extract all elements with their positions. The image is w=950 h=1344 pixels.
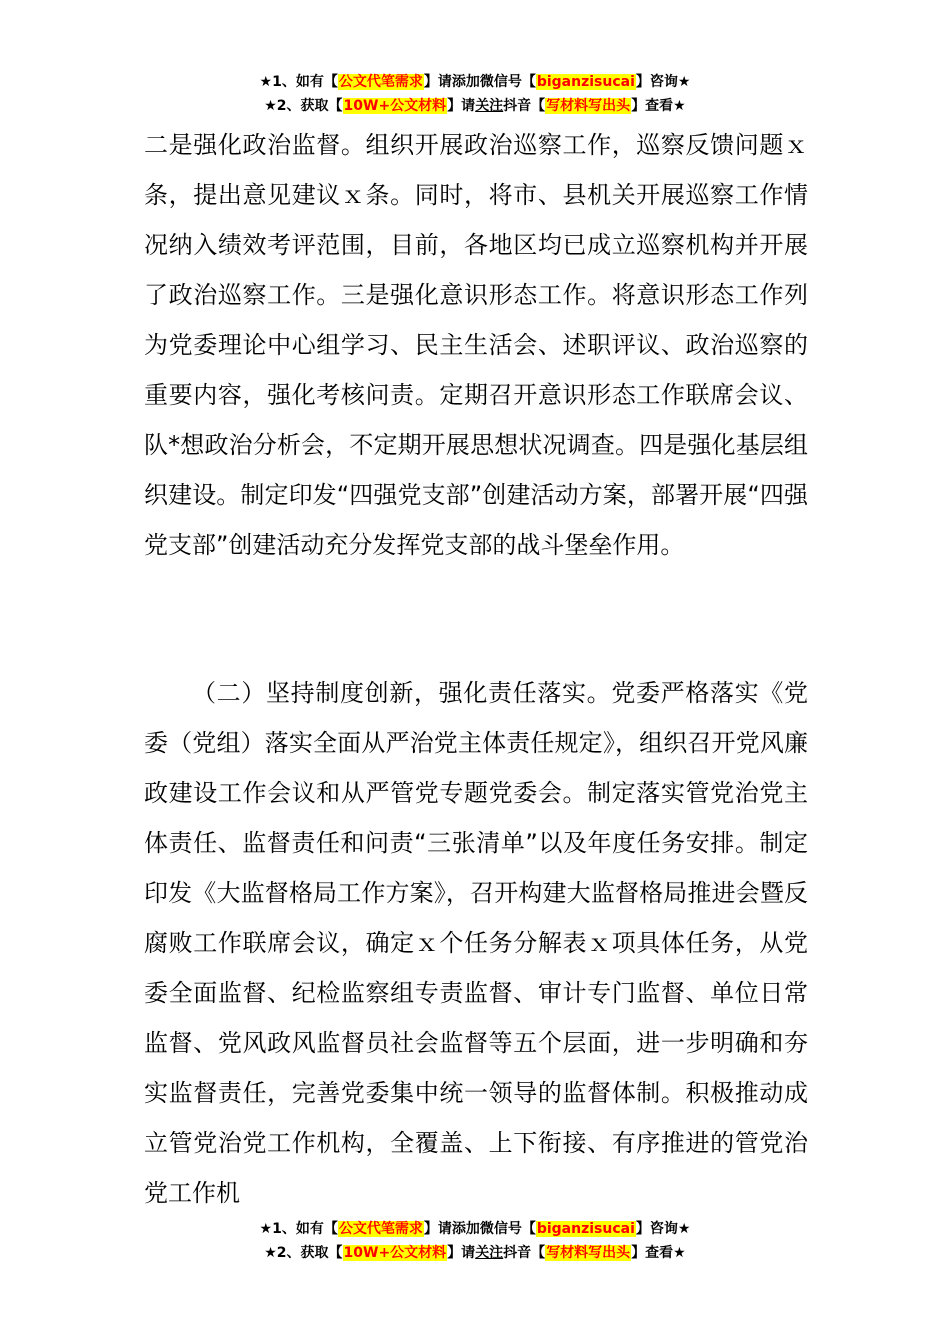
banner-text: 】请 [447, 98, 476, 114]
header-banner [0, 70, 950, 118]
banner-line-2 [0, 94, 950, 118]
banner-text: 】请 [423, 74, 452, 90]
banner-emphasis: 添加 [451, 1221, 480, 1237]
banner-text: ★2、获取【 [264, 1245, 343, 1261]
highlight-service: 公文代笔需求 [338, 74, 423, 90]
banner-text: 】请 [423, 1221, 452, 1237]
banner-emphasis: 添加 [451, 74, 480, 90]
banner-text: ★2、获取【 [264, 98, 343, 114]
banner-text: 】咨询★ [635, 1221, 691, 1237]
banner-text: 】查看★ [631, 1245, 686, 1261]
footer-banner [0, 1217, 950, 1265]
highlight-materials: 10W+公文材料 [343, 1245, 447, 1261]
banner-text: 微信号【 [479, 1221, 536, 1237]
body-paragraph: （二）坚持制度创新，强化责任落实。党委严格落实《党委（党组）落实全面从严治党主体责任规定》，组织召开党风廉政建设工作会议和从严管党专题党委会。制定落实管党治党主体责任、监督责任和问责“三张清单”以及年度任务安排。制定印发《大监督格局工作方案》，召开构建大监督格局推进会暨反腐败工作联席会议，确定ｘ个任务分解表ｘ项具体任务，从党委全面监督、纪检监察组专责监督、审计专门监督、单位日常监督、党风政风监督员社会监督等五个层面，进一步明确和夯实监督责任，完善党委集中统一领导的监督体制。积极推动成立管党治党工作机构，全覆盖、上下衔接、有序推进的管党治党工作机 [144, 679, 808, 1207]
banner-line-2 [0, 1241, 950, 1265]
banner-text: ★1、如有【 [259, 1221, 338, 1237]
highlight-douyin-account: 写材料写出头 [546, 1245, 631, 1261]
banner-text: 抖音【 [503, 1245, 546, 1261]
banner-emphasis: 关注 [475, 98, 504, 114]
highlight-wechat-id: biganzisucai [536, 1221, 635, 1237]
highlight-service: 公文代笔需求 [338, 1221, 423, 1237]
banner-text: 微信号【 [479, 74, 536, 90]
banner-text: 】咨询★ [635, 74, 691, 90]
banner-line-1 [0, 70, 950, 94]
banner-text: 】查看★ [631, 98, 686, 114]
highlight-wechat-id: biganzisucai [536, 74, 635, 90]
banner-emphasis: 关注 [475, 1245, 504, 1261]
banner-line-1 [0, 1217, 950, 1241]
banner-text: 抖音【 [503, 98, 546, 114]
banner-text: ★1、如有【 [259, 74, 338, 90]
highlight-materials: 10W+公文材料 [343, 98, 447, 114]
body-paragraph: 二是强化政治监督。组织开展政治巡察工作，巡察反馈问题ｘ条，提出意见建议ｘ条。同时，将市、县机关开展巡察工作情况纳入绩效考评范围，目前，各地区均已成立巡察机构并开展了政治巡察工作。三是强化意识形态工作。将意识形态工作列为党委理论中心组学习、民主生活会、述职评议、政治巡察的重要内容，强化考核问责。定期召开意识形态工作联席会议、队*想政治分析会，不定期开展思想状况调查。四是强化基层组织建设。制定印发“四强党支部”创建活动方案，部署开展“四强党支部”创建活动充分发挥党支部的战斗堡垒作用。 [144, 131, 808, 559]
banner-text: 】请 [447, 1245, 476, 1261]
highlight-douyin-account: 写材料写出头 [546, 98, 631, 114]
